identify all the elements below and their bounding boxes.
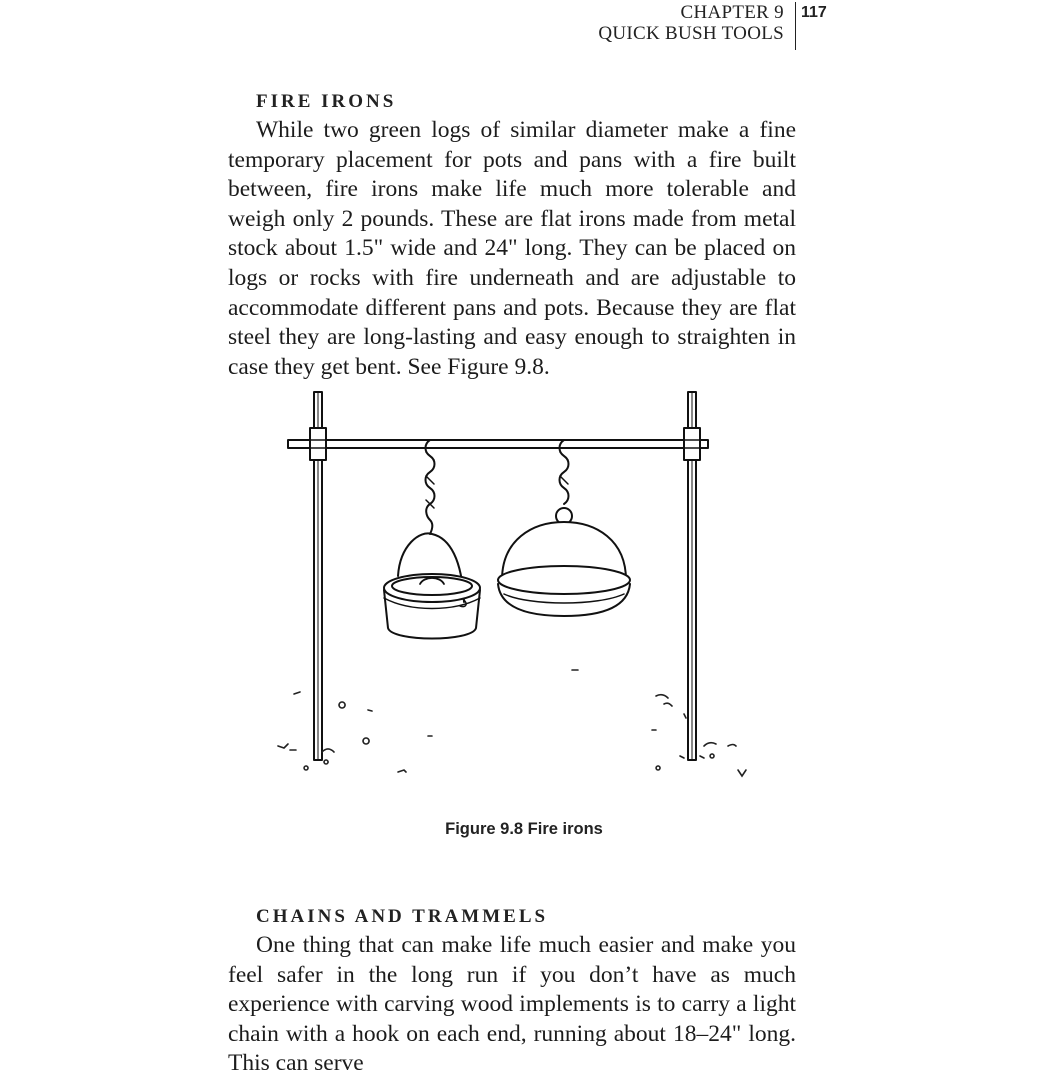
section-heading-chains-and-trammels: CHAINS AND TRAMMELS: [256, 906, 549, 927]
running-head: [598, 2, 784, 44]
chains-and-trammels-paragraph: One thing that can make life much easier and make you feel safer in the long run if you don’t have as much experience with carving wood implements is to carry a light chain with a hook on each end, running about 18–24" long. This can serve: [228, 932, 796, 1077]
fire-irons-illustration: [260, 380, 760, 790]
page-number: 117: [801, 4, 827, 21]
figure-caption: Figure 9.8 Fire irons: [445, 820, 603, 838]
chapter-title: QUICK BUSH TOOLS: [598, 23, 784, 44]
fire-irons-paragraph: While two green logs of similar diameter make a fine temporary placement for pots and pans with a fire built between, fire irons make life much more tolerable and weigh only 2 pounds. These are flat irons made from metal stock about 1.5" wide and 24" long. They can be placed on logs or rocks with fire underneath and are adjustable to accommodate different pans and pots. Because they are flat steel they are long-lasting and easy enough to straighten in case they get bent. See Figure 9.8.: [228, 117, 796, 380]
chapter-label: CHAPTER 9: [680, 2, 784, 23]
fire-irons-drawing: [260, 380, 760, 790]
section-heading-fire-irons: FIRE IRONS: [256, 91, 397, 112]
header-divider: [795, 2, 796, 50]
